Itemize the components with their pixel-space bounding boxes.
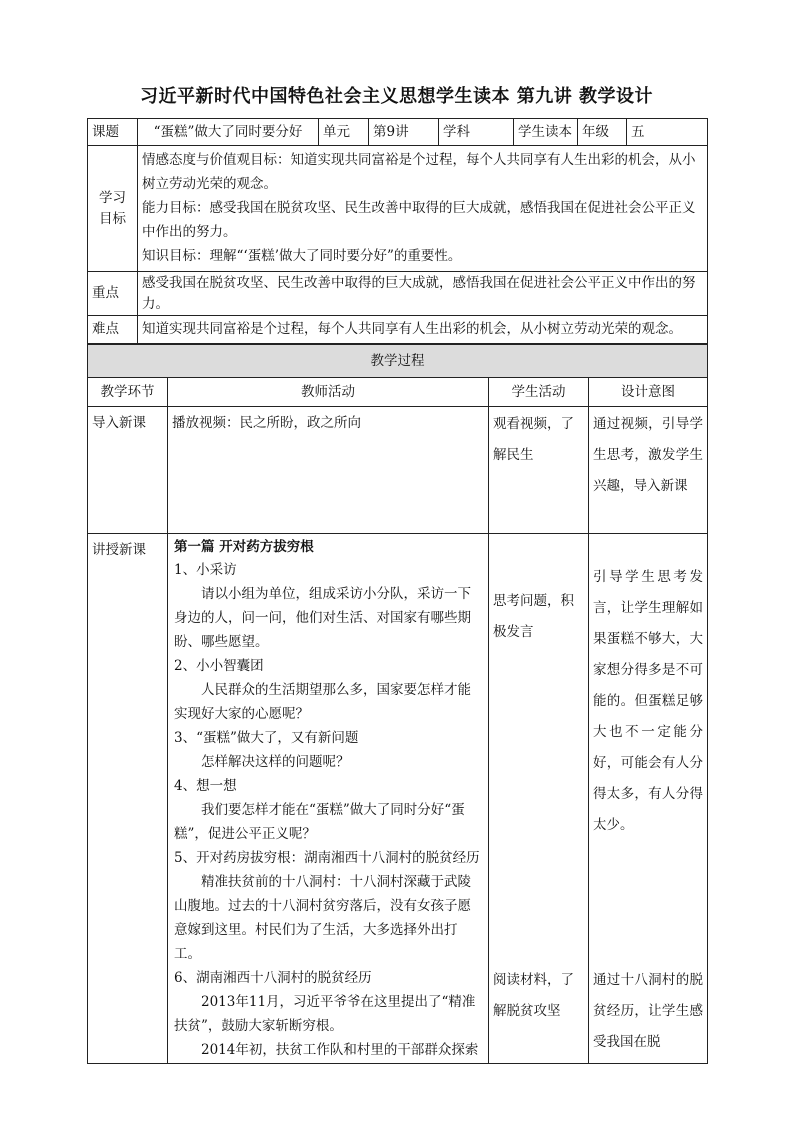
- process-header-row: [88, 345, 708, 378]
- difficulty-text: 知道实现共同富裕是个过程，每个人共同享有人生出彩的机会，从小树立劳动光荣的观念。: [138, 316, 708, 344]
- lecture-intent-text-1: 引导学生思考发言，让学生理解如果蛋糕不够大，大家想分得多是不可能的。但蛋糕足够大也不一定能分好，可能会有人分得太多，有人分得太少。: [593, 569, 703, 833]
- intro-teacher: 播放视频：民之所盼，政之所向: [168, 407, 489, 534]
- topic-value: “蛋糕”做大了同时要分好: [138, 119, 319, 146]
- part-title: 第一篇 开对药方拔穷根: [174, 539, 314, 555]
- intro-student: [489, 407, 589, 534]
- lecture-student-text-1: 思考问题，积极发言: [493, 593, 574, 640]
- lecture-item-heading: 6、湖南湘西十八洞村的脱贫经历: [174, 970, 372, 986]
- difficulty-label: 难点: [88, 316, 138, 344]
- objectives-content: [138, 146, 708, 272]
- lecture-stage: 讲授新课: [88, 534, 168, 1064]
- lecture-item-paragraph: 我们要怎样才能在“蛋糕”做大了同时分好“蛋糕”，促进公平正义呢？: [174, 802, 465, 842]
- overview-table: [87, 118, 708, 344]
- process-header: 教学过程: [88, 345, 708, 378]
- lecture-teacher: [168, 534, 489, 1064]
- lecture-item-heading: 1、小采访: [174, 562, 237, 578]
- topic-label: 课题: [88, 119, 138, 146]
- objective-ability: 能力目标：感受我国在脱贫攻坚、民生改善中取得的巨大成就，感悟我国在促进社会公平正义中作出的努力。: [142, 200, 696, 240]
- intro-intent-text: 通过视频，引导学生思考，激发学生兴趣，导入新课: [593, 416, 703, 494]
- key-point-text: 感受我国在脱贫攻坚、民生改善中取得的巨大成就，感悟我国在促进社会公平正义中作出的努力。: [138, 272, 708, 316]
- col-student: 学生活动: [489, 378, 589, 407]
- grade-value: 五: [627, 119, 708, 146]
- col-teacher: 教师活动: [168, 378, 489, 407]
- subject-value: 学生读本: [514, 119, 578, 146]
- col-intent: 设计意图: [589, 378, 708, 407]
- objective-knowledge: 知识目标：理解“‘蛋糕’做大了同时要分好”的重要性。: [142, 248, 462, 264]
- objectives-row: [88, 146, 708, 272]
- lecture-item-heading: 5、开对药房拔穷根：湖南湘西十八洞村的脱贫经历: [174, 850, 480, 866]
- intro-row: [88, 407, 708, 534]
- lecture-items: [174, 558, 482, 1062]
- lecture-row: [88, 534, 708, 1064]
- unit-value: 第9讲: [369, 119, 439, 146]
- column-header-row: [88, 378, 708, 407]
- key-point-label: 重点: [88, 272, 138, 316]
- lecture-item-paragraph: 人民群众的生活期望那么多，国家要怎样才能实现好大家的心愿呢？: [174, 682, 471, 722]
- document-title: 习近平新时代中国特色社会主义思想学生读本 第九讲 教学设计: [139, 86, 654, 107]
- lecture-student: [489, 534, 589, 1064]
- lecture-item-heading: 3、“蛋糕”做大了，又有新问题: [174, 730, 359, 746]
- intro-student-text: 观看视频，了解民生: [493, 416, 574, 463]
- intro-stage: 导入新课: [88, 407, 168, 534]
- lecture-student-text-2: 阅读材料，了解脱贫攻坚: [493, 972, 574, 1019]
- subject-label: 学科: [439, 119, 514, 146]
- lecture-item-heading: 2、小小智囊团: [174, 658, 264, 674]
- lecture-item-paragraph: 2013年11月，习近平爷爷在这里提出了“精准扶贫”，鼓励大家斩断穷根。: [174, 994, 476, 1034]
- objectives-label: 学习目标: [88, 146, 138, 272]
- grade-label: 年级: [578, 119, 627, 146]
- lecture-item-paragraph: 请以小组为单位，组成采访小分队，采访一下身边的人，问一问，他们对生活、对国家有哪些期盼、哪些愿望。: [174, 586, 471, 650]
- lecture-item-heading: 4、想一想: [174, 778, 237, 794]
- lecture-intent: [589, 534, 708, 1064]
- lecture-item-paragraph: 2014年初，扶贫工作队和村里的干部群众探索: [201, 1042, 479, 1058]
- header-row: [88, 119, 708, 146]
- objective-emotion: 情感态度与价值观目标：知道实现共同富裕是个过程，每个人共同享有人生出彩的机会，从小树立劳动光荣的观念。: [142, 152, 696, 192]
- col-stage: 教学环节: [88, 378, 168, 407]
- difficulty-row: [88, 316, 708, 344]
- process-table: [87, 344, 708, 1064]
- lecture-intent-text-2: 通过十八洞村的脱贫经历，让学生感受我国在脱: [593, 972, 703, 1050]
- key-point-row: [88, 272, 708, 316]
- lecture-item-paragraph: 怎样解决这样的问题呢？: [201, 754, 350, 770]
- unit-label: 单元: [319, 119, 369, 146]
- lecture-item-paragraph: 精准扶贫前的十八洞村：十八洞村深藏于武陵山腹地。过去的十八洞村贫穷落后，没有女孩子愿意嫁到这里。村民们为了生活，大多选择外出打工。: [174, 874, 471, 962]
- intro-intent: [589, 407, 708, 534]
